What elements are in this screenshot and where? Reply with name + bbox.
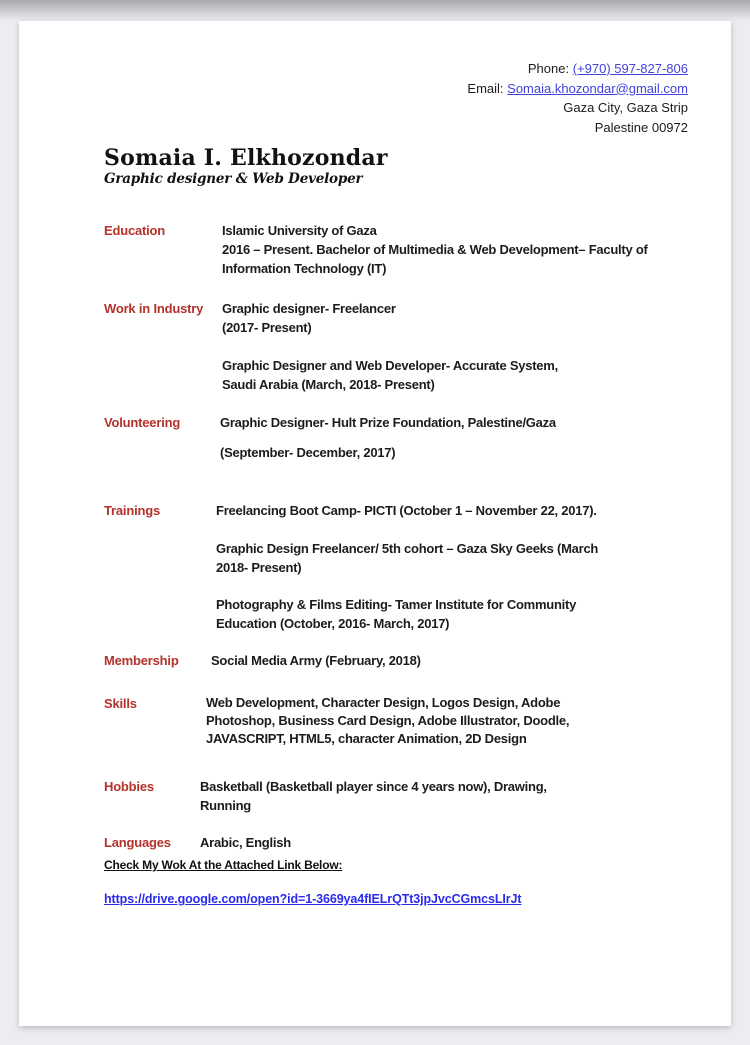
resume-line: Information Technology (IT)	[222, 261, 387, 276]
phone-label: Phone:	[527, 61, 573, 76]
section-label-skills: Skills	[104, 696, 137, 711]
resume-line: Photography & Films Editing- Tamer Institute for Community	[216, 597, 577, 612]
email-link[interactable]: Somaia.khozondar@gmail.com	[507, 80, 688, 96]
section-label-hobbies: Hobbies	[104, 779, 154, 794]
resume-line: 2016 – Present. Bachelor of Multimedia & Web Development– Faculty of	[222, 242, 648, 257]
section-membership	[104, 651, 691, 670]
resume-document-page	[19, 21, 731, 1026]
section-content-work-in-industry	[222, 299, 691, 394]
contact-block	[467, 59, 688, 137]
resume-line: Graphic Designer- Hult Prize Foundation, Palestine/Gaza	[220, 415, 556, 430]
resume-line: Running	[200, 798, 251, 813]
contact-phone-line	[467, 59, 688, 79]
section-content-skills	[206, 694, 691, 748]
section-hobbies	[104, 777, 691, 815]
resume-line: Freelancing Boot Camp- PICTI (October 1 – November 22, 2017).	[216, 503, 597, 518]
person-tagline: Graphic designer & Web Developer	[104, 171, 363, 187]
section-content-trainings	[216, 501, 691, 633]
resume-line: Photoshop, Business Card Design, Adobe Illustrator, Doodle,	[206, 713, 570, 728]
contact-email-line	[467, 79, 688, 99]
section-work-in-industry	[104, 299, 691, 394]
resume-line: Basketball (Basketball player since 4 years now), Drawing,	[200, 779, 547, 794]
resume-line: Web Development, Character Design, Logos Design, Adobe	[206, 695, 561, 710]
section-content-membership	[211, 651, 691, 670]
section-languages	[104, 833, 691, 852]
contact-city-line: Gaza City, Gaza Strip	[563, 100, 688, 115]
phone-link[interactable]: (+970) 597-827-806	[572, 61, 688, 76]
check-work-heading: Check My Wok At the Attached Link Below:	[104, 858, 343, 872]
section-content-volunteering	[220, 413, 691, 462]
resume-line: Islamic University of Gaza	[222, 223, 377, 238]
resume-line: Saudi Arabia (March, 2018- Present)	[222, 377, 435, 392]
section-education	[104, 221, 691, 278]
section-volunteering	[104, 413, 691, 462]
resume-line: Graphic Design Freelancer/ 5th cohort – Gaza Sky Geeks (March	[216, 541, 599, 556]
section-skills	[104, 694, 691, 748]
resume-line: Education (October, 2016- March, 2017)	[216, 616, 450, 631]
section-content-languages	[200, 833, 691, 852]
section-trainings	[104, 501, 691, 633]
section-label-volunteering: Volunteering	[104, 415, 181, 430]
resume-line: 2018- Present)	[216, 560, 302, 575]
section-label-trainings: Trainings	[104, 503, 160, 518]
section-label-membership: Membership	[104, 653, 179, 668]
viewer-top-shadow	[0, 0, 750, 21]
resume-line: Graphic Designer and Web Developer- Accurate System,	[222, 358, 558, 373]
resume-line: JAVASCRIPT, HTML5, character Animation, 2D Design	[206, 731, 527, 746]
resume-line: Graphic designer- Freelancer	[222, 301, 396, 316]
portfolio-drive-link[interactable]: https://drive.google.com/open?id=1-3669ya4fIELrQTt3jpJvcCGmcsLIrJt	[104, 892, 522, 906]
section-label-work-in-industry: Work in Industry	[104, 301, 204, 316]
person-name: Somaia I. Elkhozondar	[104, 145, 388, 171]
section-label-languages: Languages	[104, 835, 171, 850]
resume-line: Social Media Army (February, 2018)	[211, 653, 421, 668]
resume-line: (September- December, 2017)	[220, 445, 396, 460]
section-content-hobbies	[200, 777, 691, 815]
contact-country-line: Palestine 00972	[594, 119, 688, 135]
resume-line: Arabic, English	[200, 835, 291, 850]
email-label: Email:	[467, 80, 508, 96]
section-label-education: Education	[104, 223, 166, 238]
section-content-education	[222, 221, 691, 278]
resume-line: (2017- Present)	[222, 320, 312, 335]
